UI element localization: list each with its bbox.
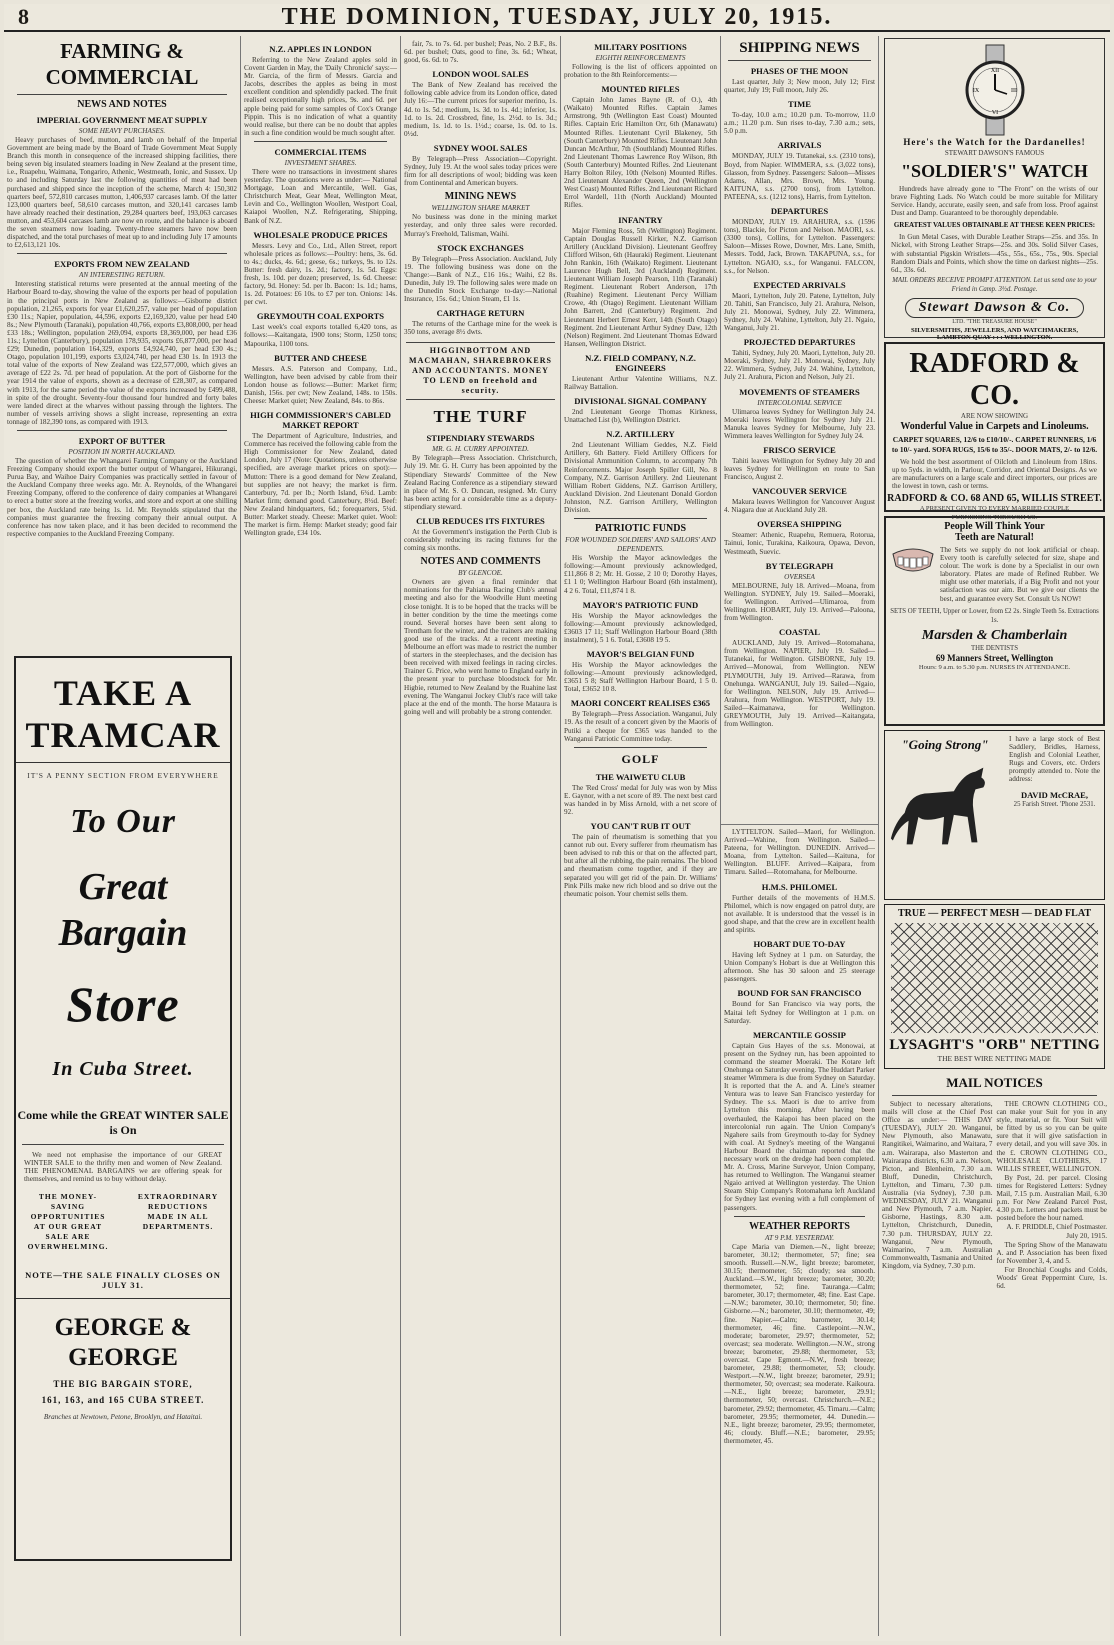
- article-body: His Worship the Mayor acknowledges the following:—Amount previously acknowledged, £11,866 8 2; Mr. H. Gosse, 2 10 0; Dorothy Hayes, £1 1 0; Wellington Harbour Board (6th instalment), 4 2 6. Total, £11,874 1 8.: [564, 554, 717, 595]
- article-body: Following is the list of officers appointed on probation to the 8th Reinforcements:—: [564, 63, 717, 80]
- column-military: [561, 36, 720, 1636]
- article-heading: GREYMOUTH COAL EXPORTS: [256, 311, 385, 322]
- article-heading: HOBART DUE TO-DAY: [753, 939, 846, 950]
- wristwatch-icon: [950, 45, 1040, 135]
- article-heading: MERCANTILE GOSSIP: [753, 1029, 846, 1040]
- article-heading: MILITARY POSITIONS: [594, 42, 687, 52]
- article-body: At the Government's instigation the Perth Club is considerably reducing its racing fixtures for the coming six months.: [404, 528, 557, 553]
- crown-clothing-notice: THE CROWN CLOTHING CO., can make your Suit for you in any style, material, or fit. Your Suit will be fitted by us so you can be quite sure that it will give satisfaction in every detail, and you will save 30s. in the £. CROWN CLOTHING CO., WHOLESALE CLOTHIERS, 17 WILLIS STREET, WELLINGTON.: [996, 1100, 1107, 1173]
- article-subheading: BY GLENCOE.: [458, 569, 503, 578]
- article-heading: OVERSEA SHIPPING: [757, 519, 842, 530]
- svg-text:XII: XII: [990, 68, 999, 74]
- article-body: Maori, Lyttelton, July 20. Patene, Lyttelton, July 20. Tahiti, San Francisco, July 21. Arahura, Nelson, July 21. Monowai, Sydney, July 22. Wimmera, Sydney, July 24. Wahine, Lyttelton, July 21. Ngaio, Wanganui, July 21.: [724, 291, 875, 333]
- radford-value: Wonderful Value in Carpets and Linoleums.: [900, 421, 1089, 432]
- tramcar-firm-sub: THE BIG BARGAIN STORE,: [53, 1379, 193, 1390]
- radford-gift: A PRESENT GIVEN TO EVERY MARRIED COUPLE: [919, 505, 1070, 513]
- radford-body: We hold the best assortment of Oilcloth and Linoleum from 18ins. up to 5yds. in width, in Parlour, Corridor, and Oriental Designs. As we are manufacturers on a large scale and direct importers, our prices are the lowest in town, cash or terms.: [892, 458, 1097, 491]
- tramcar-headline: TAKE A TRAMCAR: [16, 672, 230, 763]
- article-body: By Telegraph—Press Association. Auckland, July 19. The following business was done on the 'Change:—Bank of N.Z., £16 16s.; Waihi, £2 8s. Dunedin, July 19. The following sales were made on the Dunedin Stock Exchange to-day:—National Insurance, 15s. 6d.; Union Steam, £1 1s.: [404, 254, 557, 304]
- article-body: The Department of Agriculture, Industries, and Commerce has received the following cable from the High Commissioner for New Zealand, dated London, July 17 (Note: Quotations, unless otherwise specified, are average market prices on spot):—Mutton: There is a good demand for New Zealand, but supplies are not heavy; the market is firm. Canterbury, 7d. per lb.; North Island, 6¾d. Lamb: Market firm; demand good. Canterbury, 8½d. Beef: New Zealand hindquarters, 6d.; forequarters, 5¼d. Butter: Market steady. Cheese: Market quiet. Wool: The market is firm. Hemp: Market steady; good fair Wellington grade, £34 10s.: [244, 432, 397, 538]
- radford-furnishing: FURNISHING THROUGH US.: [951, 514, 1038, 522]
- tramcar-note: NOTE—THE SALE FINALLY CLOSES ON JULY 31.: [16, 1270, 230, 1299]
- article-subheading: AN INTERESTING RETURN.: [78, 271, 166, 280]
- tramcar-winter-sale: Come while the GREAT WINTER SALE is On: [17, 1108, 229, 1137]
- article-subheading: FOR WOUNDED SOLDIERS' AND SAILORS' AND DEPENDENTS.: [565, 536, 716, 554]
- article-body: Major Fleming Ross, 5th (Wellington) Regiment. Captain Douglas Russell Kirker, N.Z. Garrison Artillery (Auckland Division). Lieutenant Geoffrey Clifford Wilson, 6th (Hauraki) Regiment. Lieutenant John Rankin, 16th (Waikato) Regiment. Lieutenant Laurence Hugh Bell, 3rd (Auckland) Regiment. Lieutenant William Joseph Pearson, 11th (Taranaki) Regiment. Lieutenant Robert Anderson, 17th (Ruahine) Regiment. Lieutenant Percy William Crowe, 4th (Otago) Regiment. Lieutenant William John Barrett, 2nd (Canterbury) Regiment. 2nd Lieutenant Herbert Ernest Kerr, 14th (South Otago) Regiment. 2nd Lieutenant Arthur Sydney Daw, 12th (Nelson) Regiment. 2nd Lieutenant Thomas Edward Hansen, Wellington District.: [564, 226, 717, 348]
- denture-icon: [890, 546, 936, 584]
- article-body: Lieutenant Arthur Valentine Williams, N.Z. Railway Battalion.: [564, 374, 717, 391]
- page-number: 8: [18, 4, 29, 29]
- article-body: Makura leaves Wellington for Vancouver August 4. Niagara due at Auckland July 28.: [724, 498, 875, 515]
- watch-headline: Here's the Watch for the Dardanelles!: [903, 137, 1086, 147]
- horse-body: I have a large stock of Best Saddlery, Bridles, Harness, English and Colonial Leather, Rugs and Covers, etc. Orders promptly attended to. Note the address:: [1009, 735, 1100, 784]
- article-heading: STIPENDIARY STEWARDS: [426, 433, 535, 444]
- watch-values: GREATEST VALUES OBTAINABLE AT THESE KEEN PRICES:: [893, 221, 1096, 230]
- shipping-title: SHIPPING NEWS: [739, 40, 860, 56]
- article-body: His Worship the Mayor acknowledges the following:—Amount previously acknowledged, £3603 17 11; Staff Wellington Harbour Board (38th instalment), 5 1 6. Total, £3608 19 5.: [564, 611, 717, 644]
- article-subheading: WELLINGTON SHARE MARKET: [431, 204, 530, 213]
- tramcar-street: In Cuba Street.: [52, 1058, 194, 1080]
- article-heading: SYDNEY WOOL SALES: [433, 142, 528, 153]
- article-body: MONDAY, JULY 19. ARAHURA, s.s. (1596 tons), Blackie, for Picton and Nelson. MAORI, s.s. (3300 tons), Collins, for Lyttelton. Passengers: Saloon—Misses Rowe, Downer, Mrs. Lane, Smith, Messrs. Todd, Jack, Brown. TAKAPUNA, s.s., for Lyttelton. NGAIO, s.s., for Wanganui. FALCON, s.s., for Nelson.: [724, 218, 875, 275]
- article-heading: LONDON WOOL SALES: [432, 69, 529, 80]
- article-heading: PATRIOTIC FUNDS: [594, 523, 687, 535]
- article-subheading: SOME HEAVY PURCHASES.: [78, 127, 166, 135]
- sharebroker-notice: HIGGINBOTTOM AND MACMAHAN, SHAREBROKERS AND ACCOUNTANTS. MONEY TO LEND on freehold and security.: [406, 342, 555, 400]
- postmaster-signature: A. F. PRIDDLE, Chief Postmaster. July 20, 1915.: [1006, 1223, 1107, 1240]
- article-body: Cape Maria van Diemen.—N., light breeze; barometer, 30.12; thermometer, 57; fine; sea smooth. Russell.—N.W., light breeze; barometer, 30.15; thermometer, 55; cloudy; sea smooth. Auckland.—S.W., light breeze; barometer, 30.20; thermometer, 52; fine. Tauranga.—Calm; barometer, 30.17; thermometer, 48; fine. East Cape.—N.W.; barometer, 30.10; thermometer, 50; fine. Gisborne.—N.; barometer, 30.10; thermometer, 49; fine. Napier.—Calm; barometer, 30.14; thermometer, 46; fine. Castlepoint.—N.W., moderate; barometer, 29.97; thermometer, 52; overcast; sea moderate. Wellington.—N.W., strong breeze; barometer, 29.88; thermometer, 53; overcast. Cape Egmont.—N.W., fresh breeze; barometer, 29.88; thermometer, 53; cloudy. Westport.—N.W., light breeze; barometer, 29.91; thermometer, 50; overcast; sea moderate. Kaikoura.—N.E., light breeze; barometer, 29.91; thermometer, 50; overcast. Christchurch.—N.E.; barometer, 29.92; thermometer, 45. Timaru.—Calm; barometer, 29.95; thermometer, 44. Dunedin.—N.E., light breeze; barometer, 29.95; thermometer, 46; cloudy. Bluff.—N.E.; barometer, 29.95; thermometer, 45.: [724, 1242, 875, 1445]
- radford-showing: ARE NOW SHOWING: [960, 412, 1029, 420]
- tramcar-right-panel: EXTRAORDINARY REDUCTIONS MADE IN ALL DEPARTMENTS.: [137, 1192, 219, 1232]
- article-body: Tahiti leaves Wellington for Sydney July 20 and leaves Sydney for Wellington en route to San Francisco, August 2.: [724, 456, 875, 482]
- teeth-firm-sub: THE DENTISTS: [970, 644, 1018, 652]
- article-body: By Telegraph—Press Association. Christchurch, July 19. Mr. G. H. Curry has been appointed by the Stipendiary Stewards' Committee of the New Zealand Racing Conference as a stipendiary steward in place of Mr. S. O. Duncan, resigned. Mr. Curry has been acting for a considerable time as a deputy-stipendiary steward.: [404, 454, 557, 511]
- horse-address: 25 Farish Street. 'Phone 2531.: [1013, 800, 1096, 808]
- watch-logo: Stewart Dawson & Co.: [905, 298, 1084, 318]
- article-heading: NOTES AND COMMENTS: [420, 556, 541, 568]
- watch-body: Hundreds have already gone to "The Front" on the wrists of our brave Fighting Lads. No Watch could be more suitable for Military Service. Handy, accurate, easily seen, and safe from loss. Proof against Dust and Damp. Guaranteed to be thoroughly dependable.: [891, 185, 1098, 218]
- article-heading: MAORI CONCERT REALISES £365: [570, 698, 711, 709]
- article-heading: N.Z. ARTILLERY: [606, 429, 675, 440]
- radford-address: RADFORD & CO. 68 AND 65, WILLIS STREET.: [887, 493, 1102, 505]
- article-body: Heavy purchases of beef, mutton, and lamb on behalf of the Imperial Government are being made by the Board of Trade Government Meat Supply Branch this month in consequence of the increased shipping facilities, there being seven big insulated steamers loading in New Zealand at the present time, i.e., Ruapehu, Waimana, Tongariro, Athenic, Westmeath, Ionic, and Sussex. Up to and including Saturday last the following quantities of meat had been purchased and shipped since the inception of the scheme, March 4: 150,302 quarters beef, 572,810 carcases mutton, 1,406,937 carcases lamb. Of the latter 123,000 quarters beef, 58,610 carcases mutton, and 320,141 carcases lamb have already reached their destination, 29,284 quarters beef, 193,063 carcases mutton, and 453,604 carcases lamb are now en route, and the balance is aboard the seven steamers now loading. Twenty-three steamers have now been dispatched, and the total purchases of meat up to and including July 17 amounts to £2,613,121 10s.: [7, 136, 237, 250]
- article-heading: MINING NEWS: [444, 191, 517, 203]
- article-heading: CARTHAGE RETURN: [436, 308, 525, 319]
- stewart-dawson-advertisement: [884, 38, 1105, 341]
- bronchial-notice: For Bronchial Coughs and Colds, Woods' Great Peppermint Cure, 1s. 6d.: [996, 1265, 1107, 1291]
- article-heading: YOU CAN'T RUB IT OUT: [590, 821, 691, 832]
- netting-headline: TRUE — PERFECT MESH — DEAD FLAT: [898, 908, 1091, 919]
- article-body: By Telegraph—Press Association. Wanganui, July 19. As the result of a concert given by the Maoris of Putiki a cheque for £365 was handed to the Wanganui Patriotic Committee today.: [564, 710, 717, 743]
- tramcar-address: 161, 163, and 165 CUBA STREET.: [41, 1395, 205, 1406]
- article-heading: TIME: [788, 99, 811, 110]
- article-body: Steamer: Athenic, Ruapehu, Remuera, Rotorua, Tainui, Ionic, Turakina, Kaikoura, Opawa, Devon, Westmeath, Suevic.: [724, 531, 875, 556]
- article-body: Interesting statistical returns were presented at the annual meeting of the Harbour Board to-day, showing the value of the exports per head of population in the principal ports in New Zealand as follows:—Gisborne district population, 21,265, exports for year £1,620,257, value per head of population £30 11s.; Napier, population, 44,596, exports £2,169,320, value per head £40 8s.; New Plymouth (Taranaki), population 40,766, exports £3,808,000, per head £33 18s.; Wellington, population 269,094, exports £8,369,000, per head £36 11s.; Lyttelton (Canterbury), population 178,935, exports £6,877,000, per head £29; Dunedin, population 164,329, exports £4,924,740, per head £30 4s.; Otago, population 101,199, exports £3,024,740, per head £30 1s. In 1913 the total value of the exports of New Zealand was £22,577,000, which gives an average of £22 2s. 7d. per head of population. At the port of Gisborne for the year 1914 the value of exports, shown as a decrease of £28,307, as compared with 1913, for the same period the value of the exports increased by £499,488, in spite of the drought. Seventy-four thousand four hundred and forty bales were landed direct at the wharves without passing through the lighters. The number of vessels arriving shows a slight increase, representing an extra tonnage of 182,390 tons, as compared with 1913.: [7, 280, 237, 426]
- tramcar-body: We need not emphasise the importance of our GREAT WINTER SALE to the thrifty men and women of New Zealand. THE PHENOMENAL BARGAINS we are offering speak for themselves, and remind us to buy without delay.: [24, 1150, 222, 1184]
- teeth-body: The Sets we supply do not look artificial or cheap. Every tooth is carefully selected for size, shape and colour. The work is done by a Specialist in our own laboratory. Plates are made of Refined Rubber. We might use other materials, if a Big Profit and not your satisfaction was our aim. But we give our clients the best, and guarantee every Set. Consult Us NOW!: [940, 546, 1099, 603]
- article-heading: MAYOR'S PATRIOTIC FUND: [582, 599, 699, 610]
- column-commercial: [241, 36, 400, 1636]
- article-body: Ulimaroa leaves Sydney for Wellington July 24. Moeraki leaves Wellington for Sydney July 21. Manuka leaves Sydney for Melbourne, July 23. Wimmera leaves Wellington for Sydney July 24.: [724, 407, 875, 440]
- article-heading: IMPERIAL GOVERNMENT MEAT SUPPLY: [36, 115, 208, 125]
- svg-text:III: III: [1010, 88, 1017, 94]
- paper-title-and-date: THE DOMINION, TUESDAY, JULY 20, 1915.: [281, 3, 833, 30]
- article-heading: MOVEMENTS OF STEAMERS: [739, 386, 860, 397]
- svg-text:IX: IX: [972, 88, 979, 94]
- article-body: The pain of rheumatism is something that you cannot rub out. Every sufferer from rheumatism has been advised to rub this or that on the affected part, but after all the rubbing, the pain remains. The blood and rheumatism come together, and if they are separated you will get rid of the pain. Dr. Williams' Pink Pills make new rich blood and so drive out the rheumatic poison. Your chemist sells them.: [564, 833, 717, 898]
- article-body: Referring to the New Zealand apples sold in Covent Garden in May, the 'Daily Chronicle' says:—Mr. Garcia, of the firm of Messrs. Garcia and Jacobs, describes the apples as being in most excellent condition and splendidly packed. The fruit realised exceptionally high prices, 9s. and 6d. per apple being paid for some samples of Cox's Orange Pippin. This is no indication of what a quantity would realise, but there can be no doubt that apples in such a fine condition would be much sought after.: [244, 56, 397, 137]
- netting-sub: THE BEST WIRE NETTING MADE: [937, 1054, 1052, 1063]
- article-heading: BOUND FOR SAN FRANCISCO: [737, 988, 862, 999]
- article-body: The question of whether the Whangarei Farming Company or the Auckland Freezing Company should export the butter output of Whangarei, Hikurangi, Purua Bay, and Waihoe Dairy Companies was practically settled in favour of the Auckland Company three weeks ago. Mr. A. Reynolds, of the Whangarei Freezing Company, offered to the conference of dairy companies at Whangarei to erect a butter store at the freezing works, and store and export at one shilling per box, the Auckland rate being 1s. 1d. Mr. Reynolds stipulated that the companies must guarantee the freezing company their annual output. A conference has now taken place, and it has been decided to recommend the respective companies to the Auckland Freezing Company.: [7, 457, 237, 538]
- article-heading: WEATHER REPORTS: [749, 1220, 850, 1232]
- teeth-price: SETS OF TEETH, Upper or Lower, from £2 2s. Single Teeth 5s. Extractions 1s.: [890, 607, 1099, 624]
- tramcar-subline: IT'S A PENNY SECTION FROM EVERYWHERE: [27, 771, 219, 780]
- watch-trade: SILVERSMITHS, JEWELLERS, AND WATCHMAKERS,: [911, 326, 1078, 334]
- article-body: The Bank of New Zealand has received the following cable advice from its London office, dated July 16:—The current prices for superior merino, 1s. 4d. to 1s. 5d.; medium, 1s. 3d. to 1s. 4d.; inferior, 1s. 1d. to 1s. 2d. Crossbred, fine, 1s. 2½d. to 1s. 3d.; medium, 1s. 1d. to 1s. 1½d.; coarse, 1s. 0d. to 1s. 0½d.: [404, 81, 557, 138]
- article-body: Messrs. Levy and Co., Ltd., Allen Street, report wholesale prices as follows:—Poultry: hens, 3s. 6d. to 4s.; ducks, 4s. 6d.; geese, 6s.; turkeys, 9s. to 12s. Butter: fresh dairy, 1s. 2d.; factory, 1s. 5d. Eggs: fresh, 1s. 10d. per dozen; preserved, 1s. 6d. Cheese: factory, 9d. Honey: 5d. per lb. Bacon: 1s. 1d.; hams, 1s. 2d. Potatoes: £6 10s. to £7 per ton. Onions: 14s. per cwt.: [244, 241, 397, 307]
- article-subheading: OVERSEA: [784, 572, 815, 581]
- article-subheading: INTERCOLONIAL SERVICE: [757, 398, 842, 407]
- watch-prices: In Gun Metal Cases, with Durable Leather Straps—25s. and 35s. In Nickel, with Strong Leather Straps—25s. and 30s. Solid Silver Cases, with substantial Pigskin Wristlets—45s., 55s., 65s., 75s., 90s. Special Random Dials and Points, which show the time on darkest nights—25s. 6d., 33s. 6d.: [891, 233, 1098, 274]
- article-heading: WHOLESALE PRODUCE PRICES: [253, 229, 388, 240]
- news-and-notes-heading: NEWS AND NOTES: [77, 99, 167, 110]
- article-body: Bound for San Francisco via way ports, the Maitai left Sydney for Wellington at 1 p.m. on Saturday.: [724, 1000, 875, 1025]
- article-body: His Worship the Mayor acknowledges the following:—Amount previously acknowledged, £3651 5 8; Staff Wellington Harbour Board, 1 5 0. Total, £3652 10 8.: [564, 660, 717, 694]
- teeth-firm: Marsden & Chamberlain: [921, 627, 1068, 643]
- article-subheading: EIGHTH REINFORCEMENTS: [595, 54, 686, 62]
- golf-section-title: GOLF: [621, 751, 660, 766]
- radford-name: RADFORD & CO.: [909, 348, 1080, 411]
- dentist-advertisement: [884, 516, 1105, 726]
- article-body: Captain John James Bayne (R. of O.), 4th (Waikato) Mounted Rifles. Captain James Armstrong, 9th (Wellington East Coast) Mounted Rifles. Captain Eric Hamilton Orr, 6th (Manawatu) Mounted Rifles. Lieutenant Cyril Blakeney, 5th (South Canterbury) Mounted Rifles. Lieutenant John Duncan McArthur, 7th (Southland) Mounted Rifles. 2nd Lieutenant Thomas Lawrence Roy Wilson, 8th (South Canterbury) Mounted Rifles. 2nd Lieutenant Harry Bolton Riley, 10th (Nelson) Mounted Rifles. 2nd Lieutenant Alexander Queen, 2nd (Wellington West Coast) Mounted Rifles. 2nd Lieutenant Richard Errol Wardell, 11th (North Auckland) Mounted Rifles.: [564, 96, 717, 210]
- article-body: Having left Sydney at 1 p.m. on Saturday, the Union Company's Hobart is due at Wellington this afternoon. She has 30 saloon and 25 steerage passengers.: [724, 951, 875, 984]
- article-body: LYTTELTON. Sailed—Maori, for Wellington. Arrived—Wahine, from Wellington. Sailed—Pateena, for Wellington. DUNEDIN. Arrived—Moana, from Lyttelton. Sailed—Kaituna, for Wellington. BLUFF. Arrived—Kaipara, from Timaru. Sailed—Rotomahana, for Melbourne.: [724, 828, 875, 877]
- turf-section-title: THE TURF: [433, 407, 528, 427]
- article-heading: EXPORT OF BUTTER: [78, 436, 166, 446]
- tramcar-store: Store: [66, 976, 180, 1032]
- tramcar-branches: Branches at Newtown, Petone, Brooklyn, and Hataitai.: [43, 1413, 203, 1422]
- wire-netting-icon: [891, 923, 1098, 1033]
- column-wool-turf: [401, 36, 560, 1636]
- horse-headline: "Going Strong": [901, 737, 989, 752]
- article-body: The 'Red Cross' medal for July was won by Miss E. Gaynor, with a net score of 89. The next best card was handed in by Miss Arnold, with a net score of 92.: [564, 783, 717, 816]
- article-heading: MAYOR'S BELGIAN FUND: [586, 648, 695, 659]
- tramcar-left-panel: THE MONEY-SAVING OPPORTUNITIES AT OUR GREAT SALE ARE OVERWHELMING.: [27, 1192, 109, 1252]
- article-body: MELBOURNE, July 18. Arrived—Moana, from Wellington. SYDNEY, July 19. Sailed—Moeraki, for Wellington. Arrived—Ulimaroa, from Wellington. HOBART, July 19. Arrived—Paloona, from Wellington.: [724, 581, 875, 623]
- tramcar-great-bargain: Great Bargain: [58, 866, 188, 954]
- article-heading: PROJECTED DEPARTURES: [743, 337, 856, 348]
- article-heading: DIVISIONAL SIGNAL COMPANY: [574, 396, 707, 407]
- article-subheading: POSITION IN NORTH AUCKLAND.: [68, 448, 176, 456]
- mail-notices-body: Subject to necessary alterations, mails will close at the Chief Post Office as under:— THIS DAY (TUESDAY), JULY 20. Wanganui, New Plymouth, also Manawatu, Rangitikei, Waimarino, and Waitara, 7 a.m. Wairarapa, also Masterton and Wairarapa districts, 6.30 a.m. Nelson, Picton, and Blenheim, 7.30 a.m. Bluff, Dunedin, Christchurch, Lyttelton, and Timaru, 7.30 p.m. Australia (via Sydney), 7.30 p.m. WEDNESDAY, JULY 21. Wanganui and New Plymouth, 7 a.m. Napier, Gisborne, Hastings, 8.30 a.m. Lyttelton, Christchurch, Dunedin, 7.30 p.m. THURSDAY, JULY 22. Wanganui, New Plymouth, Waimarino, 7 a.m. Australian Commonwealth, Tasmania and United Kingdom, via Sydney, 7.30 p.m.: [882, 1100, 993, 1270]
- column-farming: [4, 36, 240, 656]
- article-heading: PHASES OF THE MOON: [750, 66, 849, 76]
- watch-address: LAMBTON QUAY : : : WELLINGTON.: [936, 333, 1053, 341]
- article-subheading: INVESTMENT SHARES.: [284, 158, 357, 167]
- george-and-george-advertisement: [14, 656, 232, 1561]
- radford-advertisement: [884, 342, 1105, 522]
- newspaper-page: [4, 4, 1110, 1641]
- article-body: 2nd Lieutenant William Geddes, N.Z. Field Artillery, 6th Battery. Field Artillery Officers for Divisional Ammunition Column, to accompany 7th Reinforcements. Major Joseph Spiller Gill, No. 8 Company, N.Z. Garrison Artillery. 2nd Lieutenant William Robert Giddens, N.Z. Garrison Artillery, Auckland Division. 2nd Lieutenant Donald Gordon Johnston, N.Z. Garrison Artillery, Wellington Division.: [564, 441, 717, 515]
- article-heading: H.M.S. PHILOMEL: [761, 881, 838, 892]
- mail-notices-heading: MAIL NOTICES: [946, 1075, 1043, 1090]
- article-body: Captain Gus Hayes of the s.s. Monowai, at present on the Sydney run, has been appointed to command the steamer Moeraki. The Kotare left Onehunga on Saturday evening. The Huddart Parker steamer Wimmera is due from Sydney on Saturday. It is reported that the A. and A. Line's steamer Ventura was to leave San Francisco yesterday for Sydney. The s.s. Maori is due to arrive from Lyttelton this morning. After having been overhauled, the Kaiapoi has been placed on the intercolonial run again. The Union Company's Ngahere sails from Greymouth to-day for Sydney with coal. At Sydney's meeting of the Wanganui Harbour Board the chairman reported that the necessary work on the dredge had been completed. Mr. A. Cross, Marine Surveyor, Union Company, has returned to Wellington. The Wanganui steamer Ngaio arrived at Wellington yesterday. The Union Steam Ship Company's Rotomahana left Auckland for Sydney last evening with a full complement of passengers.: [724, 1041, 875, 1212]
- post-notice: By Post, 2d. per parcel. Closing times for Registered Letters: Sydney Mail, 7.15 p.m. Australian Mail, 6.30 p.m. For New Zealand Parcel Post, 4.30 p.m. Letters and packets must be posted before the hour named.: [996, 1173, 1107, 1223]
- article-body: By Telegraph—Press Association—Copyright. Sydney, July 19. At the wool sales today prices were firm for all descriptions of wool; bidding was keen from Continental and American buyers.: [404, 154, 557, 188]
- article-body: Tahiti, Sydney, July 20. Maori, Lyttelton, July 20. Moeraki, Sydney, July 21. Monowai, Sydney, July 22. Wimmera, Sydney, July 24. Wahine, Lyttelton, July 21. Arahura, Picton and Nelson, July 21.: [724, 349, 875, 382]
- article-body: MONDAY, JULY 19. Tutanekai, s.s. (2310 tons), Boyd, from Napier. WIMMERA, s.s. (3,022 tons), Glasson, from Sydney. Passengers: Saloon—Misses Adams, Allan, Mrs. Brown, Mrs. Young. KAITUNA, s.s. (2700 tons), from Lyttelton. PATEENA, s.s. (1212 tons), Harris, from Lyttelton.: [724, 152, 875, 201]
- column-advertisements: [879, 36, 1110, 1636]
- article-heading: ARRIVALS: [777, 140, 822, 151]
- masthead: [4, 4, 1110, 32]
- article-heading: THE WAIWETU CLUB: [595, 771, 686, 782]
- article-heading: DEPARTURES: [770, 206, 829, 217]
- article-subheading: AT 9 P.M. YESTERDAY.: [764, 1233, 835, 1242]
- teeth-hours: Hours: 9 a.m. to 5.30 p.m. NURSES IN ATTENDANCE.: [918, 663, 1071, 671]
- saddlery-advertisement: [884, 730, 1105, 900]
- horse-firm: DAVID McCRAE,: [1021, 789, 1088, 800]
- article-heading: EXPORTS FROM NEW ZEALAND: [54, 259, 190, 270]
- article-body: AUCKLAND, July 19. Arrived—Rotomahana, from Wellington. NAPIER, July 19. Sailed—Tutanekai, for Wellington. GISBORNE, July 19. Arrived—Monowai, from Wellington. NEW PLYMOUTH, July 19. Arrived—Rarawa, from Onehunga. WANGANUI, July 19. Sailed—Ngaio, for Wellington. NELSON, July 19. Arrived—Arahura, from Wellington. WESTPORT, July 19. Sailed—Kaimanawa, for Wellington. GREYMOUTH, July 19. Arrived—Kaitangata, from Wellington.: [724, 639, 875, 729]
- column-shipping-continued: [721, 824, 878, 1636]
- svg-text:VI: VI: [991, 110, 998, 116]
- article-heading: BY TELEGRAPH: [765, 560, 834, 571]
- article-heading: MOUNTED RIFLES: [601, 84, 680, 95]
- article-heading: HIGH COMMISSIONER'S CABLED MARKET REPORT: [250, 410, 391, 431]
- article-heading: N.Z. APPLES IN LONDON: [269, 44, 372, 54]
- article-body: 2nd Lieutenant George Thomas Kirkness, Unattached List (b), Wellington District.: [564, 408, 717, 425]
- article-heading: INFANTRY: [618, 214, 663, 225]
- article-heading: FRISCO SERVICE: [763, 444, 836, 455]
- article-body: Last week's coal exports totalled 6,420 tons, as follows:—Kaitangata, 1900 tons; Storm, 1250 tons; Mapourika, 1100 tons.: [244, 323, 397, 348]
- article-body: fair, 7s. to 7s. 6d. per bushel; Peas, No. 2 B.F., 8s. 6d. per bushel; Oats, good to fine, 3s. 6d.; Wheat, good, 6s. 6d. to 7s.: [404, 40, 557, 65]
- article-heading: EXPECTED ARRIVALS: [753, 279, 846, 290]
- teeth-headline: People Will Think Your: [944, 521, 1045, 532]
- lysaght-netting-advertisement: [884, 904, 1105, 1069]
- article-heading: N.Z. FIELD COMPANY, N.Z. ENGINEERS: [585, 352, 696, 373]
- section-title: FARMING & COMMERCIAL: [45, 39, 199, 89]
- article-heading: STOCK EXCHANGES: [437, 242, 524, 253]
- article-heading: COASTAL: [779, 627, 820, 638]
- watch-name: "SOLDIER'S" WATCH: [901, 161, 1088, 181]
- teeth-address: 69 Manners Street, Wellington: [935, 652, 1054, 663]
- article-heading: BUTTER AND CHEESE: [274, 352, 367, 363]
- article-heading: CLUB REDUCES ITS FIXTURES: [416, 516, 545, 526]
- article-heading: VANCOUVER SERVICE: [752, 486, 847, 497]
- teeth-headline-2: Teeth are Natural!: [955, 532, 1034, 543]
- tramcar-firm: GEORGE & GEORGE: [54, 1314, 192, 1372]
- article-body: Messrs. A.S. Paterson and Company, Ltd., Wellington, have been advised by cable from their London house as follows:—Butter: Market firm; Danish, 156s. per cwt; New Zealand, 148s. to 150s. Cheese: Market quiet; New Zealand, 84s. to 86s.: [244, 364, 397, 405]
- spring-show-notice: The Spring Show of the Manawatu A. and P. Association has been fixed for November 3, 4, and 5.: [996, 1240, 1107, 1265]
- article-body: To-day, 10.0 a.m.; 10.20 p.m. To-morrow, 11.0 a.m.; 11.20 p.m. Sun rises to-day, 7.30 a.m.; sets, 5.0 p.m.: [724, 111, 875, 136]
- netting-name: LYSAGHT'S "ORB" NETTING: [889, 1037, 1100, 1053]
- watch-firm-line: STEWART DAWSON'S FAMOUS: [944, 149, 1045, 157]
- radford-items: CARPET SQUARES, 12/6 to £10/10/-. CARPET RUNNERS, 1/6 to 10/- yard. SOFA RUGS, 15/6 to 35/-. DOOR MATS, 2/- to 12/6.: [891, 435, 1098, 454]
- article-body: Owners are given a final reminder that nominations for the Pahiatua Racing Club's annual meeting and also for the Woodville Hunt meeting close tonight. It is to be hoped that the tracks will be in better condition by the time the meetings come round. Several horses have been sent along to Trentham for the winter, and the trainers are making good use of the tracks. At a recent meeting in Melbourne an effort was made to restrict the number of starters in the steeplechases, and the decision has been received with mixed feelings in racing circles. Trainer G. Price, who went home to England early in the present year to purchase bloodstock for Mr. Higbie, returned to New Zealand by the Ruahine last evening. The Wanganui Jockey Club's race will take place at the end of the month. The horse Mataura is going well and will probably be a strong contender.: [404, 578, 557, 716]
- article-subheading: MR. G. H. CURRY APPOINTED.: [432, 445, 529, 454]
- tramcar-to-our: To Our: [70, 803, 176, 840]
- article-body: Further details of the movements of H.M.S. Philomel, which is now engaged on patrol duty, are not available. It is understood that the vessel is in good shape, and that the crew are in excellent health and spirits.: [724, 893, 875, 934]
- article-body: There were no transactions in investment shares yesterday. The quotations were as under:— National Mortgage, Loan and Mercantile, Well. Gas, Christchurch Meat, Gear Meat, Wellington Meat, Levin and Co., Wellington Woollen, Westport Coal, Kaiapoi Woollen, N.Z. Refrigerating, Shipping, Bank of N.Z.: [244, 167, 397, 225]
- horse-icon: [885, 753, 1003, 863]
- article-body: Last quarter, July 3; New moon, July 12; First quarter, July 19; Full moon, July 26.: [724, 78, 875, 95]
- watch-mail: MAIL ORDERS RECEIVE PROMPT ATTENTION. Let us send one to your Friend in Camp. 3½d. Postage.: [892, 276, 1097, 293]
- article-body: No business was done in the mining market yesterday, and only three sales were recorded. Murray's Freehold, Talisman, Waihi.: [404, 213, 557, 238]
- article-body: The returns of the Carthage mine for the week is 350 tons, average 8½ dwts.: [404, 320, 557, 337]
- watch-logo-sub: LTD. "THE TREASURE HOUSE": [952, 318, 1037, 325]
- article-heading: COMMERCIAL ITEMS: [274, 146, 367, 157]
